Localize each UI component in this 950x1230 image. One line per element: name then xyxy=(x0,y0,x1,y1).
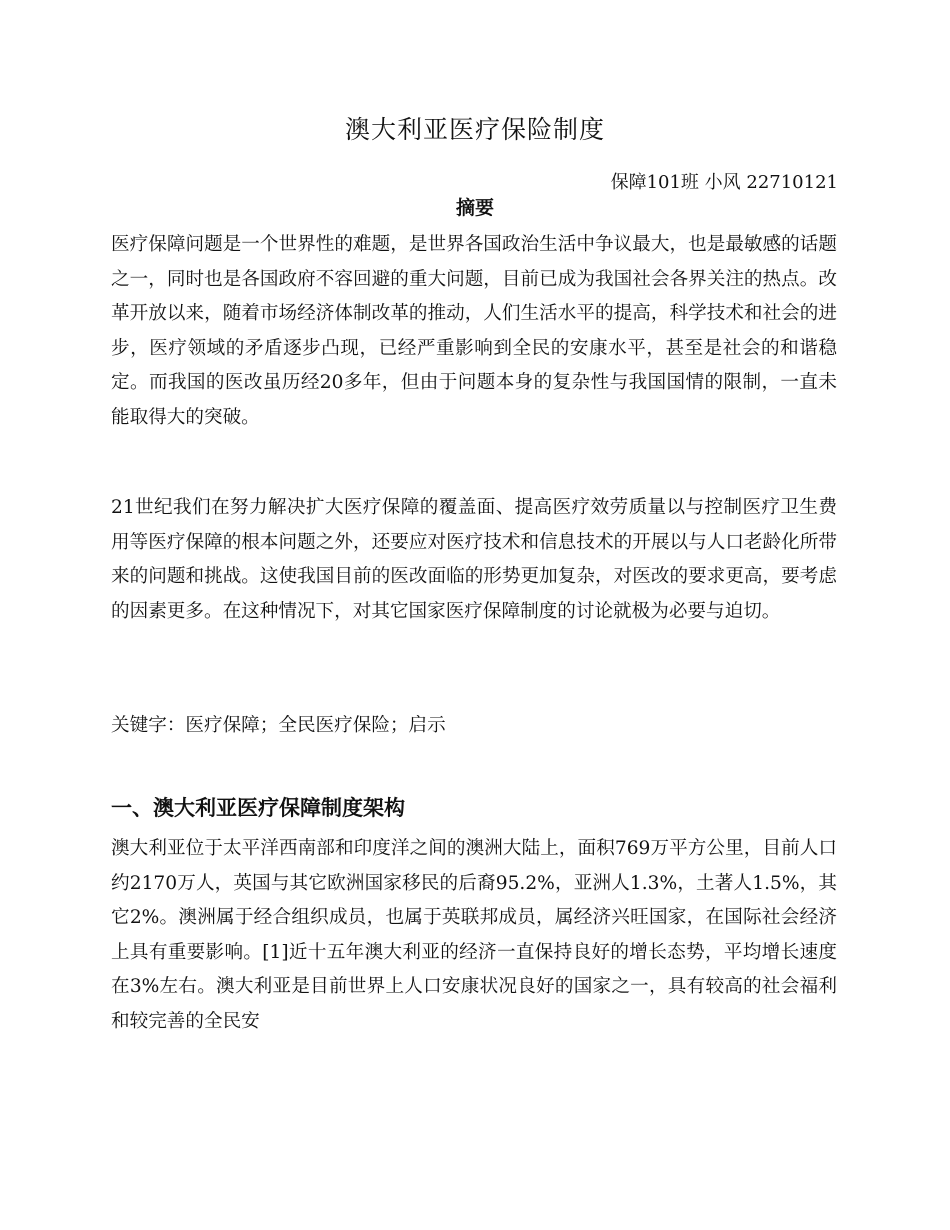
abstract-heading: 摘要 xyxy=(455,197,494,219)
section-heading: 一、澳大利亚医疗保障制度架构 xyxy=(111,795,405,820)
keywords-line: 关键字：医疗保障；全民医疗保险；启示 xyxy=(111,715,446,736)
abstract-paragraph: 医疗保障问题是一个世界性的难题，是世界各国政治生活中争议最大，也是最敏感的话题之一，同时也是各国政府不容回避的重大问题，目前已成为我国社会各界关注的热点。改革开放以来，随着市场经济体制改革的推动，人们生活水平的提高，科学技术和社会的进步，医疗领域的矛盾逐步凸现，已经严重影响到全民的安康水平，甚至是社会的和谐稳定。而我国的医改虽历经20多年，但由于问题本身的复杂性与我国国情的限制，一直未能取得大的突破。 xyxy=(111,234,837,428)
document-title: 澳大利亚医疗保险制度 xyxy=(344,115,605,144)
abstract-paragraph: 21世纪我们在努力解决扩大医疗保障的覆盖面、提高医疗效劳质量以与控制医疗卫生费用等医疗保障的根本问题之外，还要应对医疗技术和信息技术的开展以与人口老龄化所带来的问题和挑战。这使我国目前的医改面临的形势更加复杂，对医改的要求更高，要考虑的因素更多。在这种情况下，对其它国家医疗保障制度的讨论就极为必要与迫切。 xyxy=(111,497,837,622)
body-paragraph: 澳大利亚位于太平洋西南部和印度洋之间的澳洲大陆上，面积769万平方公里，目前人口约2170万人，英国与其它欧洲国家移民的后裔95.2%，亚洲人1.3%，土著人1.5%，其它2%。澳洲属于经合组织成员，也属于英联邦成员，属经济兴旺国家，在国际社会经济上具有重要影响。[1]近十五年澳大利亚的经济一直保持良好的增长态势，平均增长速度在3%左右。澳大利亚是目前世界上人口安康状况良好的国家之一，具有较高的社会福利和较完善的全民安 xyxy=(111,838,837,1032)
author-byline: 保障101班 小风 22710121 xyxy=(610,172,838,193)
